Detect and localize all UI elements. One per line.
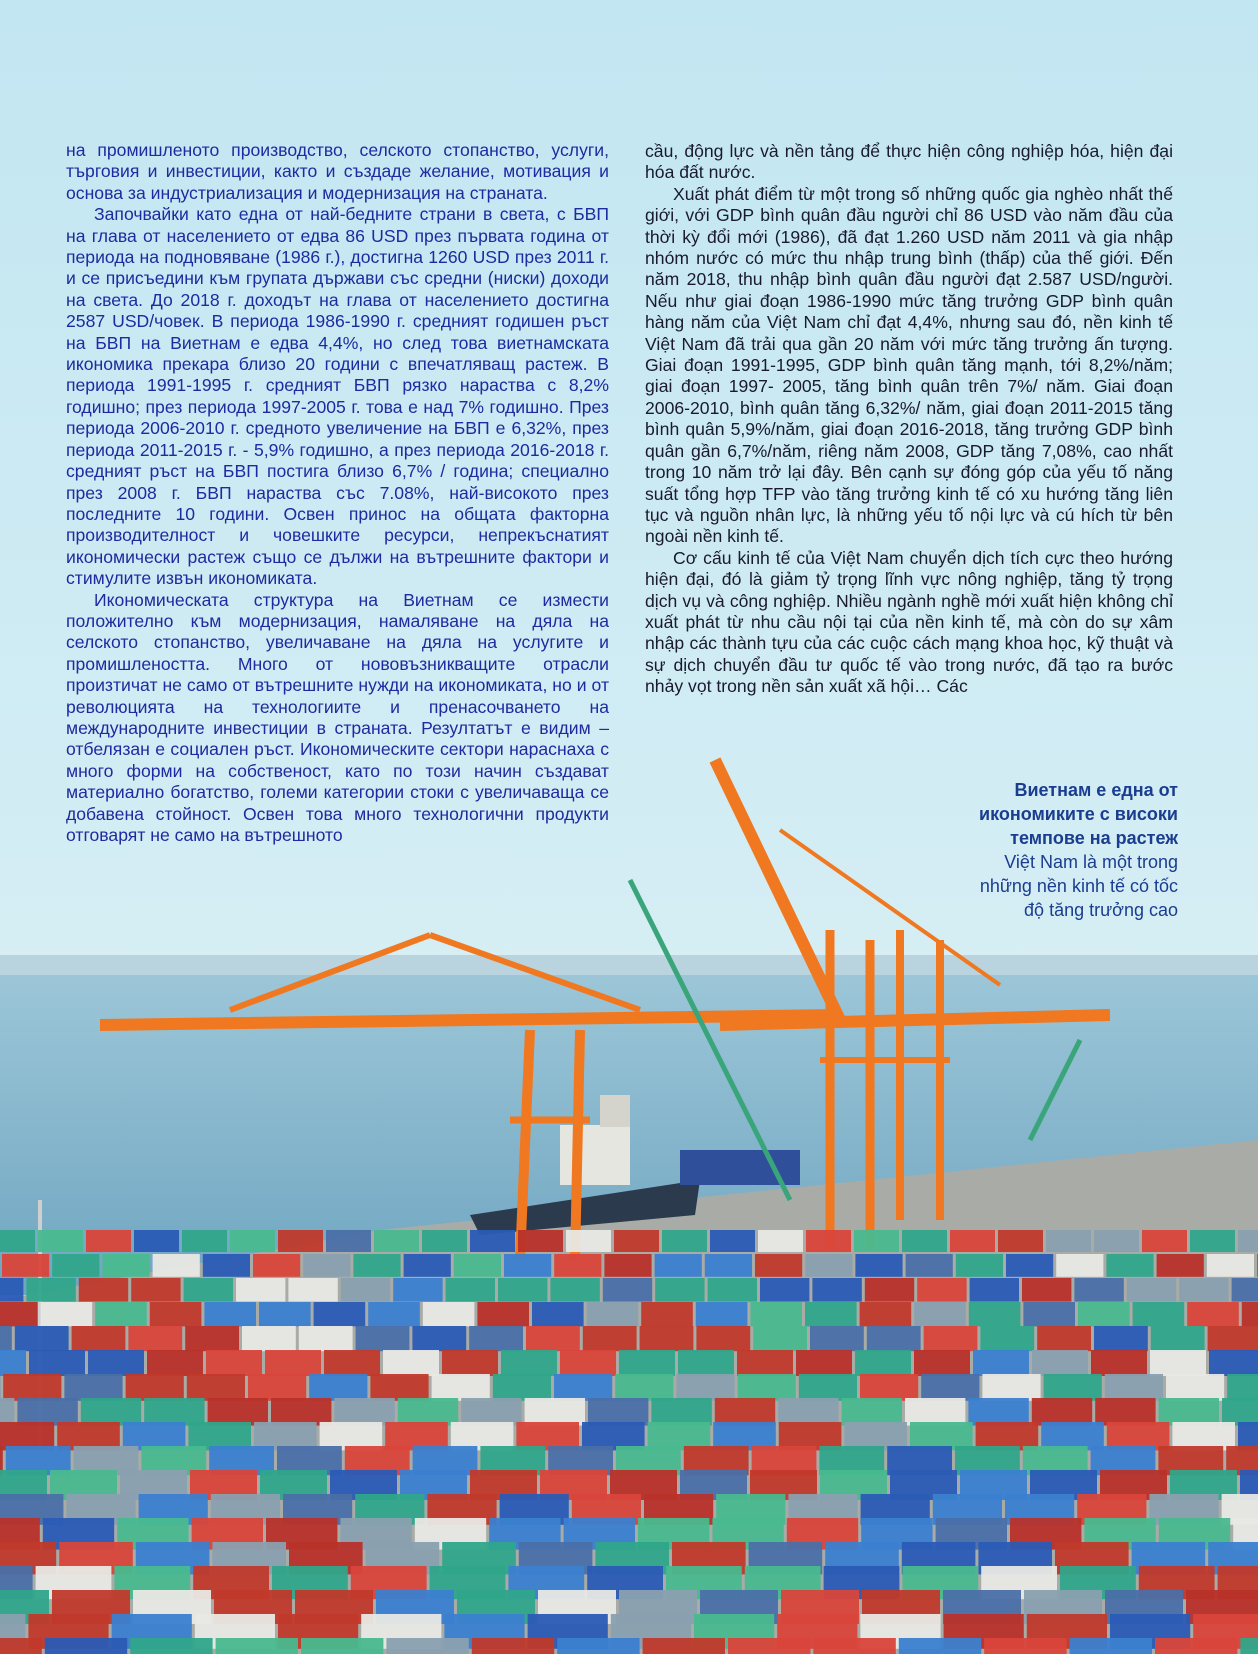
shipping-container bbox=[130, 1638, 212, 1654]
shipping-container bbox=[813, 1638, 895, 1654]
shipping-container bbox=[550, 1278, 599, 1302]
shipping-container bbox=[1105, 1374, 1163, 1401]
shipping-container bbox=[1023, 1302, 1075, 1326]
shipping-container bbox=[1157, 1254, 1204, 1277]
shipping-container bbox=[1207, 1254, 1254, 1277]
shipping-container bbox=[17, 1398, 77, 1426]
shipping-container bbox=[0, 1638, 42, 1654]
shipping-container bbox=[1133, 1302, 1185, 1326]
shipping-container bbox=[299, 1326, 353, 1351]
container-stacks bbox=[0, 1230, 1258, 1654]
shipping-container bbox=[899, 1638, 981, 1654]
shipping-container bbox=[469, 1326, 523, 1351]
shipping-container bbox=[1242, 1302, 1258, 1326]
shipping-container bbox=[603, 1278, 652, 1302]
shipping-container bbox=[676, 1374, 734, 1401]
shipping-container bbox=[324, 1350, 380, 1376]
shipping-container bbox=[526, 1326, 580, 1351]
paragraph: Започвайки като една от най-бедните страни в света, с БВП на глава от населението от едва 86 USD през първата година от периода на подновяване (1986 г.), достигна 1260 USD през 2011 г. и се присъедини към групата държави със средни (ниски) доходи на света. До 2018 г. доходът на глава от населението достигна 2587 USD/човек. В периода 1986-1990 г. средният годишен ръст на БВП на Виетнам е едва 4,4%, но след това виетнамската икономика прекара близо 20 години с впечатляващ растеж. В периода 1991-1995 г. средният БВП рязко нараства с 8,2% годишно; през периода 1997-2005 г. това е над 7% годишно. През периода 2006-2010 г. средното увеличение на БВП е 6,32%, през периода 2011-2015 г. - 5,9% годишно, а през периода 2016-2018 г. средният ръст на БВП постига близо 6,7% / година; специално през 2008 г. БВП нараства със 7.08%, най-високото през последните 10 години. Освен принос на общата факторна производителност и човешките ресурси, непрекъснатият икономически растеж също се дължи на вътрешните фактори и стимулите извън икономиката. bbox=[66, 204, 609, 589]
shipping-container bbox=[1032, 1350, 1088, 1376]
shipping-container bbox=[45, 1638, 127, 1654]
shipping-container bbox=[236, 1278, 285, 1302]
shipping-container bbox=[187, 1374, 245, 1401]
shipping-container bbox=[970, 1278, 1019, 1302]
shipping-container bbox=[278, 1230, 323, 1252]
photo-caption bbox=[918, 778, 1178, 922]
shipping-container bbox=[454, 1254, 501, 1277]
shipping-container bbox=[412, 1326, 466, 1351]
shipping-container bbox=[259, 1302, 311, 1326]
shipping-container bbox=[1238, 1230, 1258, 1252]
shipping-container bbox=[738, 1374, 796, 1401]
shipping-container bbox=[153, 1254, 200, 1277]
shipping-container bbox=[253, 1254, 300, 1277]
shipping-container bbox=[1006, 1254, 1053, 1277]
shipping-container bbox=[370, 1374, 428, 1401]
shipping-container bbox=[778, 1398, 838, 1426]
shipping-container bbox=[860, 1374, 918, 1401]
shipping-container bbox=[715, 1398, 775, 1426]
shipping-container bbox=[79, 1278, 128, 1302]
shipping-container bbox=[1166, 1374, 1224, 1401]
shipping-container bbox=[423, 1302, 475, 1326]
shipping-container bbox=[446, 1278, 495, 1302]
shipping-container bbox=[26, 1278, 75, 1302]
shipping-container bbox=[0, 1230, 35, 1252]
shipping-container bbox=[368, 1302, 420, 1326]
shipping-container bbox=[128, 1326, 182, 1351]
shipping-container bbox=[1074, 1278, 1123, 1302]
shipping-container bbox=[1046, 1230, 1091, 1252]
shipping-container bbox=[619, 1350, 675, 1376]
shipping-container bbox=[705, 1254, 752, 1277]
shipping-container bbox=[1155, 1638, 1237, 1654]
shipping-container bbox=[1070, 1638, 1152, 1654]
shipping-container bbox=[587, 1302, 639, 1326]
shipping-container bbox=[353, 1254, 400, 1277]
shipping-container bbox=[472, 1638, 554, 1654]
shipping-container bbox=[383, 1350, 439, 1376]
shipping-container bbox=[204, 1302, 256, 1326]
shipping-container bbox=[1094, 1326, 1148, 1351]
shipping-container bbox=[615, 1374, 673, 1401]
shipping-container bbox=[0, 1278, 23, 1302]
shipping-container bbox=[442, 1350, 498, 1376]
shipping-container bbox=[52, 1254, 99, 1277]
shipping-container bbox=[203, 1254, 250, 1277]
shipping-container bbox=[867, 1326, 921, 1351]
shipping-container bbox=[708, 1278, 757, 1302]
shipping-container bbox=[755, 1254, 802, 1277]
shipping-container bbox=[753, 1326, 807, 1351]
shipping-container bbox=[3, 1374, 61, 1401]
shipping-container bbox=[38, 1230, 83, 1252]
shipping-container bbox=[902, 1230, 947, 1252]
shipping-container bbox=[271, 1398, 331, 1426]
shipping-container bbox=[134, 1230, 179, 1252]
shipping-container bbox=[950, 1230, 995, 1252]
shipping-container bbox=[640, 1326, 694, 1351]
shipping-container bbox=[303, 1254, 350, 1277]
shipping-container bbox=[1078, 1302, 1130, 1326]
shipping-container bbox=[865, 1278, 914, 1302]
shipping-container bbox=[557, 1638, 639, 1654]
shipping-container bbox=[984, 1638, 1066, 1654]
shipping-container bbox=[64, 1374, 122, 1401]
shipping-container bbox=[1127, 1278, 1176, 1302]
shipping-container bbox=[398, 1398, 458, 1426]
shipping-container bbox=[604, 1254, 651, 1277]
shipping-container bbox=[404, 1254, 451, 1277]
shipping-container bbox=[208, 1398, 268, 1426]
shipping-container bbox=[0, 1302, 38, 1326]
shipping-container bbox=[326, 1230, 371, 1252]
shipping-container bbox=[805, 1302, 857, 1326]
shipping-container bbox=[696, 1302, 748, 1326]
shipping-container bbox=[696, 1326, 750, 1351]
shipping-container bbox=[288, 1278, 337, 1302]
shipping-container bbox=[917, 1278, 966, 1302]
shipping-container bbox=[1142, 1230, 1187, 1252]
shipping-container bbox=[662, 1230, 707, 1252]
shipping-container bbox=[1094, 1230, 1139, 1252]
shipping-container bbox=[583, 1326, 637, 1351]
shipping-container bbox=[1037, 1326, 1091, 1351]
shipping-container bbox=[1044, 1374, 1102, 1401]
caption-vietnamese-line: độ tăng trưởng cao bbox=[1024, 900, 1178, 920]
shipping-container bbox=[906, 1254, 953, 1277]
shipping-container bbox=[655, 1254, 702, 1277]
shipping-container bbox=[1190, 1230, 1235, 1252]
shipping-container bbox=[461, 1398, 521, 1426]
shipping-container bbox=[750, 1302, 802, 1326]
shipping-container bbox=[314, 1302, 366, 1326]
caption-bulgarian-line: Виетнам е една от bbox=[1014, 780, 1178, 800]
caption-bulgarian-line: икономиките с високи bbox=[979, 804, 1178, 824]
shipping-container bbox=[905, 1398, 965, 1426]
shipping-container bbox=[72, 1326, 126, 1351]
shipping-container bbox=[641, 1302, 693, 1326]
shipping-container bbox=[265, 1350, 321, 1376]
shipping-container bbox=[525, 1398, 585, 1426]
paragraph: cầu, động lực và nền tảng để thực hiện công nghiệp hóa, hiện đại hóa đất nước. bbox=[645, 141, 1173, 183]
shipping-container bbox=[422, 1230, 467, 1252]
shipping-container bbox=[0, 1326, 12, 1351]
shipping-container bbox=[860, 1302, 912, 1326]
shipping-container bbox=[806, 1230, 851, 1252]
caption-vietnamese-line: Việt Nam là một trong bbox=[1004, 852, 1178, 872]
shipping-container bbox=[643, 1638, 725, 1654]
shipping-container bbox=[301, 1638, 383, 1654]
shipping-container bbox=[1056, 1254, 1103, 1277]
shipping-container bbox=[1222, 1398, 1258, 1426]
shipping-container bbox=[1151, 1326, 1205, 1351]
shipping-container bbox=[81, 1398, 141, 1426]
shipping-container bbox=[2, 1254, 49, 1277]
shipping-container bbox=[1032, 1398, 1092, 1426]
shipping-container bbox=[518, 1230, 563, 1252]
shipping-container bbox=[150, 1302, 202, 1326]
shipping-container bbox=[185, 1326, 239, 1351]
paragraph: на промишленото производство, селското стопанство, услуги, търговия и инвестиции, както и създаде желание, мотивация и основа за индустриализация и модернизация на страната. bbox=[66, 140, 609, 203]
shipping-container bbox=[1150, 1350, 1206, 1376]
paragraph: Икономическата структура на Виетнам се измести положително към модернизация, намаляване на дяла на селското стопанство, увеличаване на дяла на услугите и промишлеността. Много от нововъзникващите отрасли произтичат не само от вътрешните нужди на икономиката, но и от революцията на технологиите и пренасочването на международните инвестиции в страната. Резултатът е видим – отбелязан е социален ръст. Икономическите сектори нараснаха с много форми на собственост, като по този начин създават материално богатство, големи категории стоки с увеличаваща се добавена стойност. Освен това много технологични продукти отговарят не само на вътрешното bbox=[66, 589, 609, 845]
shipping-container bbox=[126, 1374, 184, 1401]
shipping-container bbox=[855, 1254, 902, 1277]
shipping-container bbox=[309, 1374, 367, 1401]
shipping-container bbox=[1091, 1350, 1147, 1376]
shipping-container bbox=[924, 1326, 978, 1351]
shipping-container bbox=[216, 1638, 298, 1654]
shipping-container bbox=[969, 1302, 1021, 1326]
shipping-container bbox=[855, 1350, 911, 1376]
shipping-container bbox=[432, 1374, 490, 1401]
shipping-container bbox=[554, 1254, 601, 1277]
shipping-container bbox=[1179, 1278, 1228, 1302]
shipping-container bbox=[374, 1230, 419, 1252]
shipping-container bbox=[1159, 1398, 1219, 1426]
shipping-container bbox=[1227, 1374, 1258, 1401]
shipping-container bbox=[737, 1350, 793, 1376]
shipping-container bbox=[88, 1350, 144, 1376]
shipping-container bbox=[386, 1638, 468, 1654]
shipping-container bbox=[242, 1326, 296, 1351]
shipping-container bbox=[341, 1278, 390, 1302]
shipping-container bbox=[842, 1398, 902, 1426]
shipping-container bbox=[532, 1302, 584, 1326]
shipping-container bbox=[1209, 1350, 1258, 1376]
caption-vietnamese-line: những nền kinh tế có tốc bbox=[979, 876, 1178, 896]
shipping-container bbox=[799, 1374, 857, 1401]
shipping-container bbox=[498, 1278, 547, 1302]
shipping-container bbox=[1240, 1638, 1258, 1654]
shipping-container bbox=[0, 1350, 26, 1376]
shipping-container bbox=[15, 1326, 69, 1351]
shipping-container bbox=[41, 1302, 93, 1326]
shipping-container bbox=[655, 1278, 704, 1302]
shipping-container bbox=[184, 1278, 233, 1302]
shipping-container bbox=[1187, 1302, 1239, 1326]
shipping-container bbox=[980, 1326, 1034, 1351]
shipping-container bbox=[477, 1302, 529, 1326]
shipping-container bbox=[614, 1230, 659, 1252]
caption-bulgarian-line: темпове на растеж bbox=[1010, 828, 1178, 848]
shipping-container bbox=[982, 1374, 1040, 1401]
shipping-container bbox=[0, 1398, 14, 1426]
shipping-container bbox=[810, 1326, 864, 1351]
shipping-container bbox=[1208, 1326, 1258, 1351]
shipping-container bbox=[854, 1230, 899, 1252]
shipping-container bbox=[86, 1230, 131, 1252]
shipping-container bbox=[678, 1350, 734, 1376]
shipping-container bbox=[1232, 1278, 1258, 1302]
shipping-container bbox=[102, 1254, 149, 1277]
shipping-container bbox=[758, 1230, 803, 1252]
shipping-container bbox=[956, 1254, 1003, 1277]
shipping-container bbox=[554, 1374, 612, 1401]
shipping-container bbox=[812, 1278, 861, 1302]
paragraph: Xuất phát điểm từ một trong số những quốc gia nghèo nhất thế giới, với GDP bình quân đầu người chỉ 86 USD vào năm đầu của thời kỳ đổi mới (1986), đã đạt 1.260 USD năm 2011 và gia nhập nhóm nước có mức thu nhập trung bình (thấp) của thế giới. Đến năm 2018, thu nhập bình quân đầu người đạt 2.587 USD/người. Nếu như giai đoạn 1986-1990 mức tăng trưởng GDP bình quân hàng năm của Việt Nam chỉ đạt 4,4%, nhưng sau đó, nền kinh tế Việt Nam đã trải qua gần 20 năm với mức tăng trưởng ấn tượng. Giai đoạn 1991-1995, GDP bình quân tăng mạnh, tới 8,2%/năm; giai đoạn 1997- 2005, tăng bình quân trên 7%/ năm. Giai đoạn 2006-2010, bình quân tăng 6,32%/ năm, giai đoạn 2011-2015 tăng bình quân 5,9%/năm, giai đoạn 2016-2018, tăng trưởng GDP bình quân gần 6,7%/năm, riêng năm 2008, GDP tăng 7,08%, cao nhất trong 10 năm trở lại đây. Bên cạnh sự đóng góp của yếu tố năng suất tổng hợp TFP vào tăng trưởng kinh tế có xu hướng tăng liên tục và nguồn nhân lực, là những yếu tố nội lực và cú hích từ bên ngoài nền kinh tế. bbox=[645, 183, 1173, 547]
shipping-container bbox=[588, 1398, 648, 1426]
shipping-container bbox=[973, 1350, 1029, 1376]
shipping-container bbox=[95, 1302, 147, 1326]
shipping-container bbox=[493, 1374, 551, 1401]
shipping-container bbox=[147, 1350, 203, 1376]
shipping-container bbox=[998, 1230, 1043, 1252]
shipping-container bbox=[728, 1638, 810, 1654]
shipping-container bbox=[144, 1398, 204, 1426]
shipping-container bbox=[131, 1278, 180, 1302]
shipping-container bbox=[710, 1230, 755, 1252]
shipping-container bbox=[968, 1398, 1028, 1426]
shipping-container bbox=[230, 1230, 275, 1252]
shipping-container bbox=[921, 1374, 979, 1401]
shipping-container bbox=[914, 1302, 966, 1326]
shipping-container bbox=[651, 1398, 711, 1426]
shipping-container bbox=[206, 1350, 262, 1376]
shipping-container bbox=[805, 1254, 852, 1277]
shipping-container bbox=[914, 1350, 970, 1376]
article-column-bulgarian bbox=[66, 140, 609, 846]
shipping-container bbox=[1022, 1278, 1071, 1302]
shipping-container bbox=[393, 1278, 442, 1302]
shipping-container bbox=[1095, 1398, 1155, 1426]
shipping-container bbox=[1106, 1254, 1153, 1277]
shipping-container bbox=[796, 1350, 852, 1376]
shipping-container bbox=[760, 1278, 809, 1302]
paragraph: Cơ cấu kinh tế của Việt Nam chuyển dịch tích cực theo hướng hiện đại, đó là giảm tỷ trọng lĩnh vực nông nghiệp, tăng tỷ trọng dịch vụ và công nghiệp. Nhiều ngành nghề mới xuất hiện không chỉ xuất phát từ nhu cầu nội tại của nền kinh tế, mà còn do sự xâm nhập các thành tựu của các cuộc cách mạng khoa học, kỹ thuật và sự dịch chuyển đầu tư quốc tế vào trong nước, đã tạo ra bước nhảy vọt trong nền sản xuất xã hội… Các bbox=[645, 547, 1173, 697]
shipping-container bbox=[29, 1350, 85, 1376]
shipping-container bbox=[334, 1398, 394, 1426]
shipping-container bbox=[501, 1350, 557, 1376]
shipping-container bbox=[566, 1230, 611, 1252]
shipping-container bbox=[248, 1374, 306, 1401]
shipping-container bbox=[356, 1326, 410, 1351]
shipping-container bbox=[182, 1230, 227, 1252]
shipping-container bbox=[560, 1350, 616, 1376]
shipping-container bbox=[504, 1254, 551, 1277]
shipping-container bbox=[470, 1230, 515, 1252]
article-column-vietnamese bbox=[645, 141, 1173, 698]
